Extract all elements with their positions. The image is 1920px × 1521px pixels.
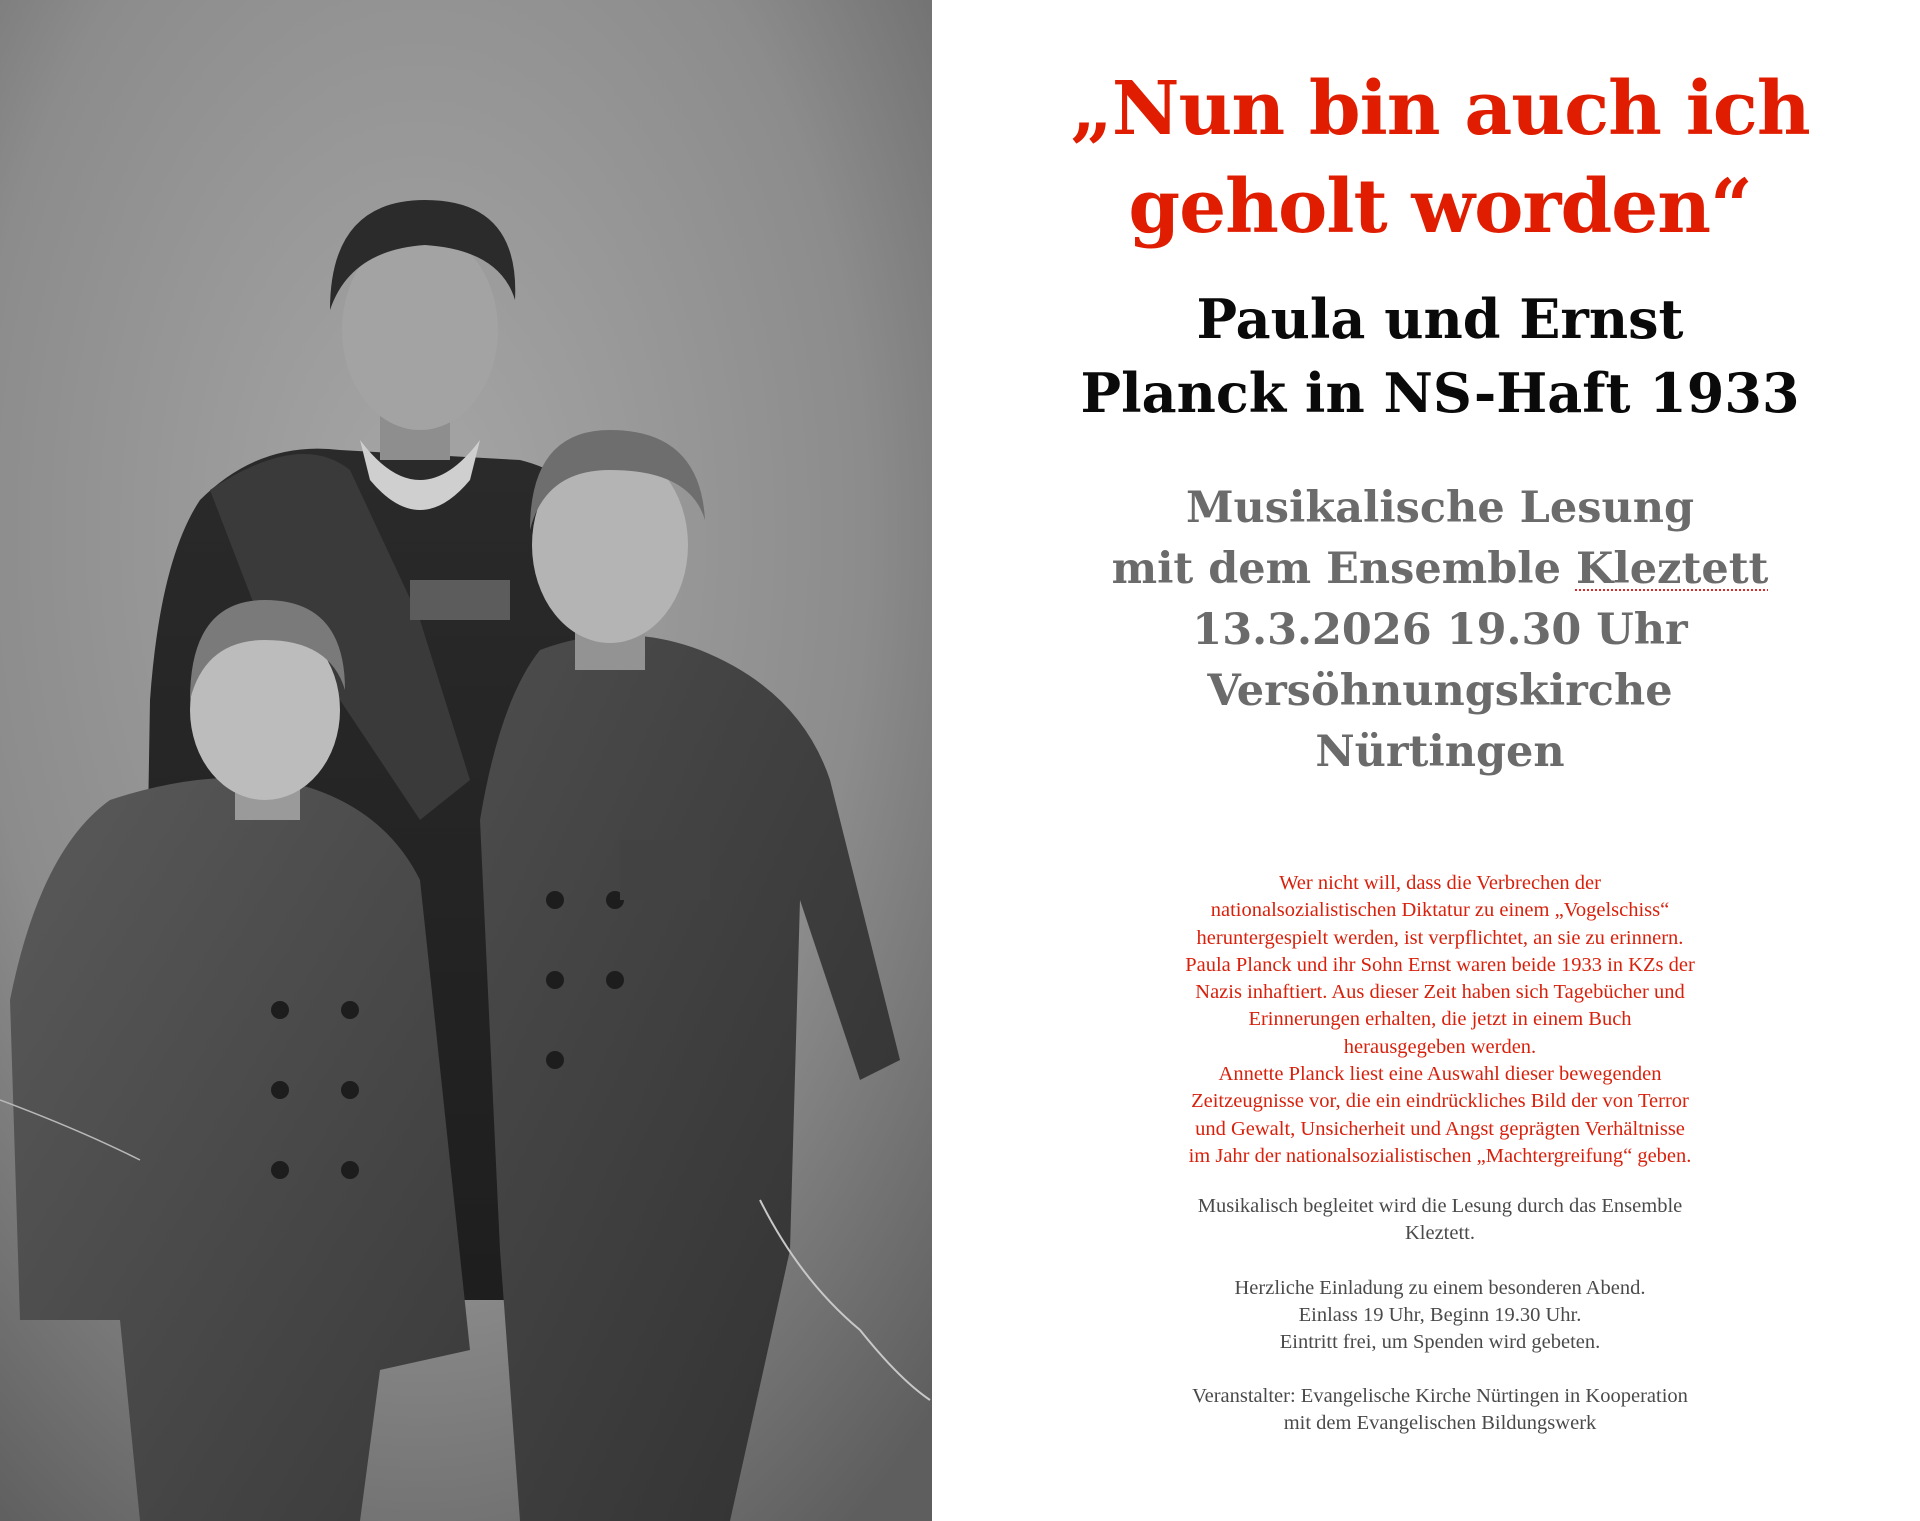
event-ensemble-prefix: mit dem Ensemble — [1111, 544, 1576, 594]
event-details — [1000, 478, 1880, 783]
description-line: und Gewalt, Unsicherheit und Angst geprägten Verhältnisse — [1195, 1117, 1685, 1140]
music-note-line-1: Musikalisch begleitet wird die Lesung durch das Ensemble — [1197, 1195, 1683, 1217]
music-note-line-2: Kleztett. — [1404, 1222, 1475, 1244]
headline-line-2: geholt worden“ — [1128, 164, 1752, 250]
event-city: Nürtingen — [1315, 727, 1565, 777]
organizer-line-1: Veranstalter: Evangelische Kirche Nürtingen in Kooperation — [1192, 1385, 1688, 1407]
event-ensemble-name: Kleztett — [1575, 544, 1769, 594]
description-line: nationalsozialistischen Diktatur zu einem „Vogelschiss“ — [1210, 899, 1670, 922]
event-ensemble — [1000, 539, 1880, 600]
subtitle — [1000, 282, 1880, 430]
music-note — [1060, 1193, 1820, 1247]
subtitle-line-1: Paula und Ernst — [1196, 287, 1684, 351]
invitation-line-1: Herzliche Einladung zu einem besonderen Abend. — [1234, 1277, 1646, 1299]
description-line: Zeitzeugnisse vor, die ein eindrückliches Bild der von Terror — [1191, 1090, 1689, 1113]
event-venue: Versöhnungskirche — [1207, 666, 1673, 716]
invitation-line-3: Eintritt frei, um Spenden wird gebeten. — [1279, 1331, 1601, 1353]
event-type: Musikalische Lesung — [1185, 483, 1695, 533]
description-line: Erinnerungen erhalten, die jetzt in einem Buch — [1248, 1008, 1632, 1031]
organizer — [1060, 1383, 1820, 1437]
description-line: Wer nicht will, dass die Verbrechen der — [1279, 872, 1601, 894]
headline — [1000, 60, 1880, 256]
invitation-line-2: Einlass 19 Uhr, Beginn 19.30 Uhr. — [1298, 1304, 1582, 1326]
event-date-time: 13.3.2026 19.30 Uhr — [1192, 605, 1688, 655]
invitation — [1060, 1275, 1820, 1356]
historical-family-photo — [0, 0, 932, 1521]
organizer-line-2: mit dem Evangelischen Bildungswerk — [1283, 1412, 1597, 1434]
photo-illustration — [0, 0, 932, 1521]
description-line: Paula Planck und ihr Sohn Ernst waren beide 1933 in KZs der — [1185, 953, 1695, 976]
description-line: Annette Planck liest eine Auswahl dieser bewegenden — [1218, 1063, 1662, 1086]
text-column — [1000, 0, 1880, 1521]
description-line: im Jahr der nationalsozialistischen „Machtergreifung“ geben. — [1188, 1144, 1692, 1167]
headline-line-1: „Nun bin auch ich — [1070, 66, 1810, 152]
subtitle-line-2: Planck in NS-Haft 1933 — [1080, 361, 1800, 425]
description-line: Nazis inhaftiert. Aus dieser Zeit haben sich Tagebücher und — [1195, 981, 1685, 1004]
description-text — [1060, 870, 1820, 1170]
description-line: heruntergespielt werden, ist verpflichtet, an sie zu erinnern. — [1196, 926, 1684, 949]
description-line: herausgegeben werden. — [1343, 1035, 1537, 1058]
